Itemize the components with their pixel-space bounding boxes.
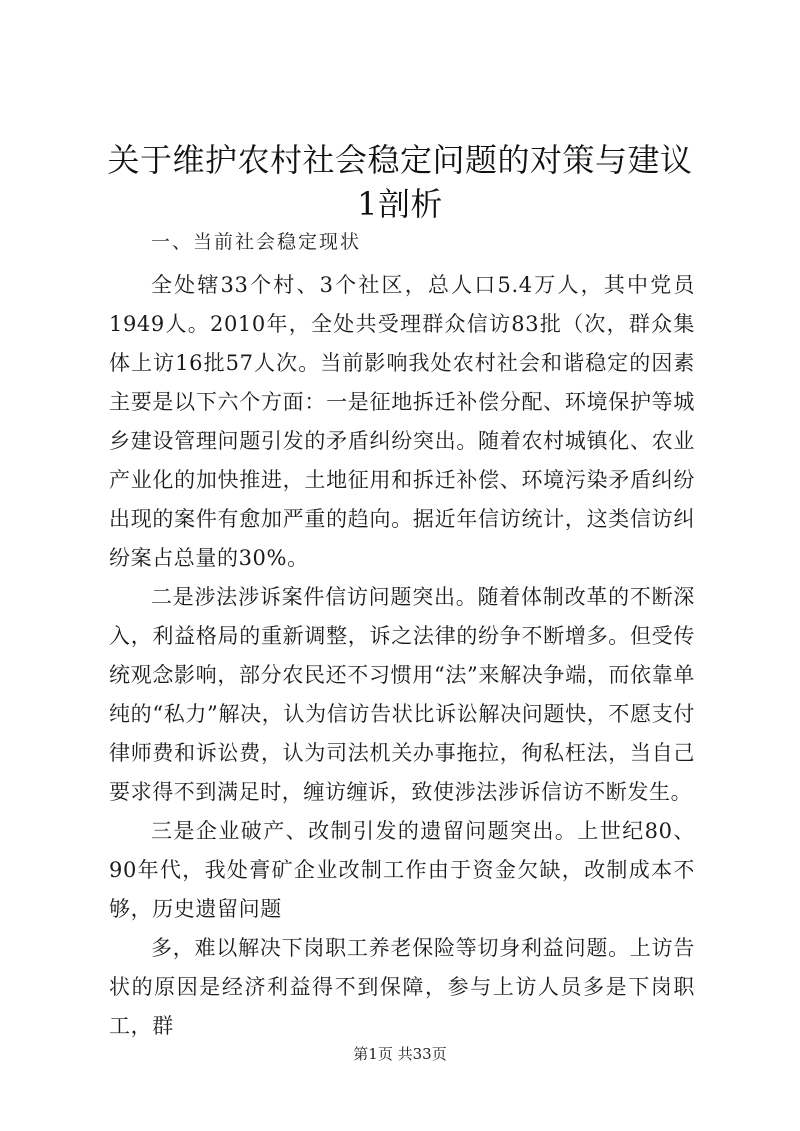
document-body <box>109 224 695 1046</box>
paragraph: 多，难以解决下岗职工养老保险等切身利益问题。上访告状的原因是经济利益得不到保障，参与上访人员多是下岗职工，群 <box>109 936 695 1038</box>
paragraph: 三是企业破产、改制引发的遗留问题突出。上世纪80、90年代，我处膏矿企业改制工作由于资金欠缺，改制成本不够，历史遗留问题 <box>109 819 695 921</box>
page-number-footer: 第1页 共33页 <box>353 1045 447 1063</box>
document-title: 关于维护农村社会稳定问题的对策与建议1剖析 <box>107 141 693 223</box>
section-heading: 一、当前社会稳定现状 <box>151 231 362 253</box>
paragraph: 二是涉法涉诉案件信访问题突出。随着体制改革的不断深入，利益格局的重新调整，诉之法律的纷争不断增多。但受传统观念影响，部分农民还不习惯用“法”来解决争端，而依靠单纯的“私力”解决，认为信访告状比诉讼解决问题快，不愿支付律师费和诉讼费，认为司法机关办事拖拉，徇私枉法，当自己要求得不到满足时，缠访缠诉，致使涉法涉诉信访不断发生。 <box>109 585 695 804</box>
paragraph: 全处辖33个村、3个社区，总人口5.4万人，其中党员1949人。2010年，全处共受理群众信访83批（次，群众集体上访16批57人次。当前影响我处农村社会和谐稳定的因素主要是以下六个方面：一是征地拆迁补偿分配、环境保护等城乡建设管理问题引发的矛盾纠纷突出。随着农村城镇化、农业产业化的加快推进，土地征用和拆迁补偿、环境污染矛盾纠纷出现的案件有愈加严重的趋向。据近年信访统计，这类信访纠纷案占总量的30%。 <box>109 273 695 570</box>
